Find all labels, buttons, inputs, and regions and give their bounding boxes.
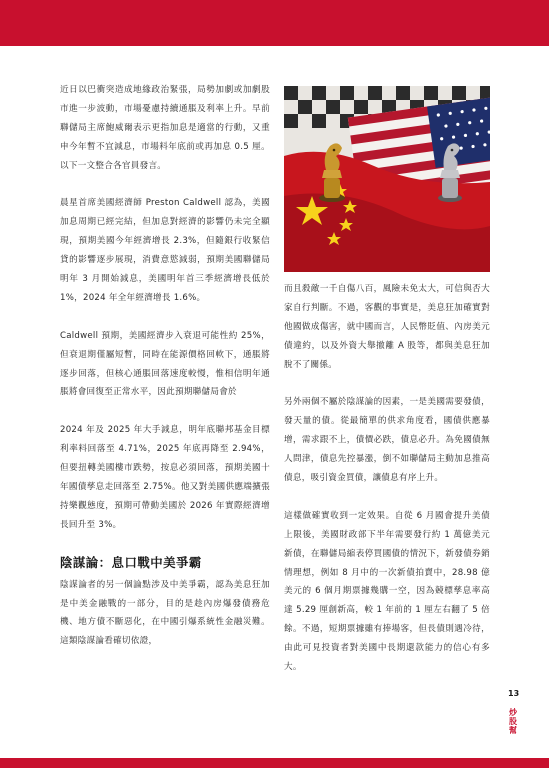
article-paragraph: 2024 年及 2025 年大手減息，明年底聯邦基金目標利率料回落至 4.71%，2025 年底再降至 2.94%，但要扭轉美國樓市跌勢，按息必須回落，預期美國十年國債孳息走回落至 2.75%。他又對美國供應端擴張持樂觀態度，預期可帶動美國於 2026 年實際經濟增長回升至 3%。 — [60, 425, 270, 530]
section-heading: 陰謀論：息口戰中美爭霸 — [60, 554, 202, 570]
article-paragraph: 這樣做確實收到一定效果。自從 6 月國會提升美債上限後，美國財政部下半年需要發行約 1 萬億美元新債，在聯儲局縮表停買國債的情況下，新發債券銷情理想，例如 8 月中的一次新債拍賣中，28.98 億美元的 6 個月期票據幾購一空，因為競標孳息率高達 5.29 厘創新高，較 1 年前的 1 厘左右翻了 5 倍餘。不過，短期票據雖有捧場客，但長債則遇冷待，由此可見投資者對美國中長期還款能力的信心有多大。 — [284, 510, 490, 673]
chess-flags-photo — [284, 86, 490, 272]
footer-band — [0, 758, 549, 768]
article-paragraph: 另外兩個不屬於陰謀論的因素，一是美國需要發債，發天量的債。從最簡單的供求角度看，國債供應暴增，需求跟不上，債價必跌，債息必升。為免國債無人問津，債息先控暴漲，倒不如聯儲局主動加息推高債息，吸引資金買債，讓債息有序上升。 — [284, 397, 490, 484]
header-band — [0, 0, 549, 46]
article-paragraph: 近日以巴衝突造成地緣政治緊張，局勢加劇或加劇股市進一步波動，市場憂慮持續通脹及利率上升。早前聯儲局主席鮑威爾表示更指加息是適當的行動，又重申今年暫不宜減息，市場料年底前或再加息 0.5 厘。以下一文整合各官員發言。 — [60, 85, 270, 171]
article-paragraph: 陰謀論者的另一個論點涉及中美爭霸，認為美息狂加是中美金融戰的一部分，目的是趁內房爆發債務危機、地方債不斷惡化，在中國引爆系統性金融災難。這類陰謀論看確切依證， — [60, 579, 270, 647]
brand-logo: 炒股幫 — [509, 708, 517, 735]
article-paragraph: Caldwell 預期，美國經濟步入衰退可能性約 25%，但衰退期僅屬短暫，同時在能源價格回軟下，通脹將逐步回落，但核心通脹回落速度較慢，惟相信明年通脹將會回復至正常水平，因此預期聯儲局會於 — [60, 330, 270, 398]
article-paragraph: 而且殺敵一千自傷八百，風險未免太大，可信與否大家自行判斷。不過，客觀的事實是，美息狂加確實對他國做成傷害，就中國而言，人民幣貶值、內房美元債違約，以及外資大舉撤離 A 股等，都與美息狂加脫不了關係。 — [284, 284, 490, 370]
page-number: 13 — [508, 689, 520, 698]
article-paragraph: 晨星首席美國經濟師 Preston Caldwell 認為，美國加息周期已經完結，但加息對經濟的影響仍未完全顯現，預期美國今年經濟增長 2.3%，但隨銀行收緊信貸的影響逐步展現，消費意慾減弱，預期美國聯儲局明年 3 月開始減息，美國明年首三季經濟增長低於 1%，2024 年全年經濟增長 1.6%。 — [60, 198, 270, 303]
left-column — [60, 81, 270, 651]
right-column — [284, 280, 490, 677]
